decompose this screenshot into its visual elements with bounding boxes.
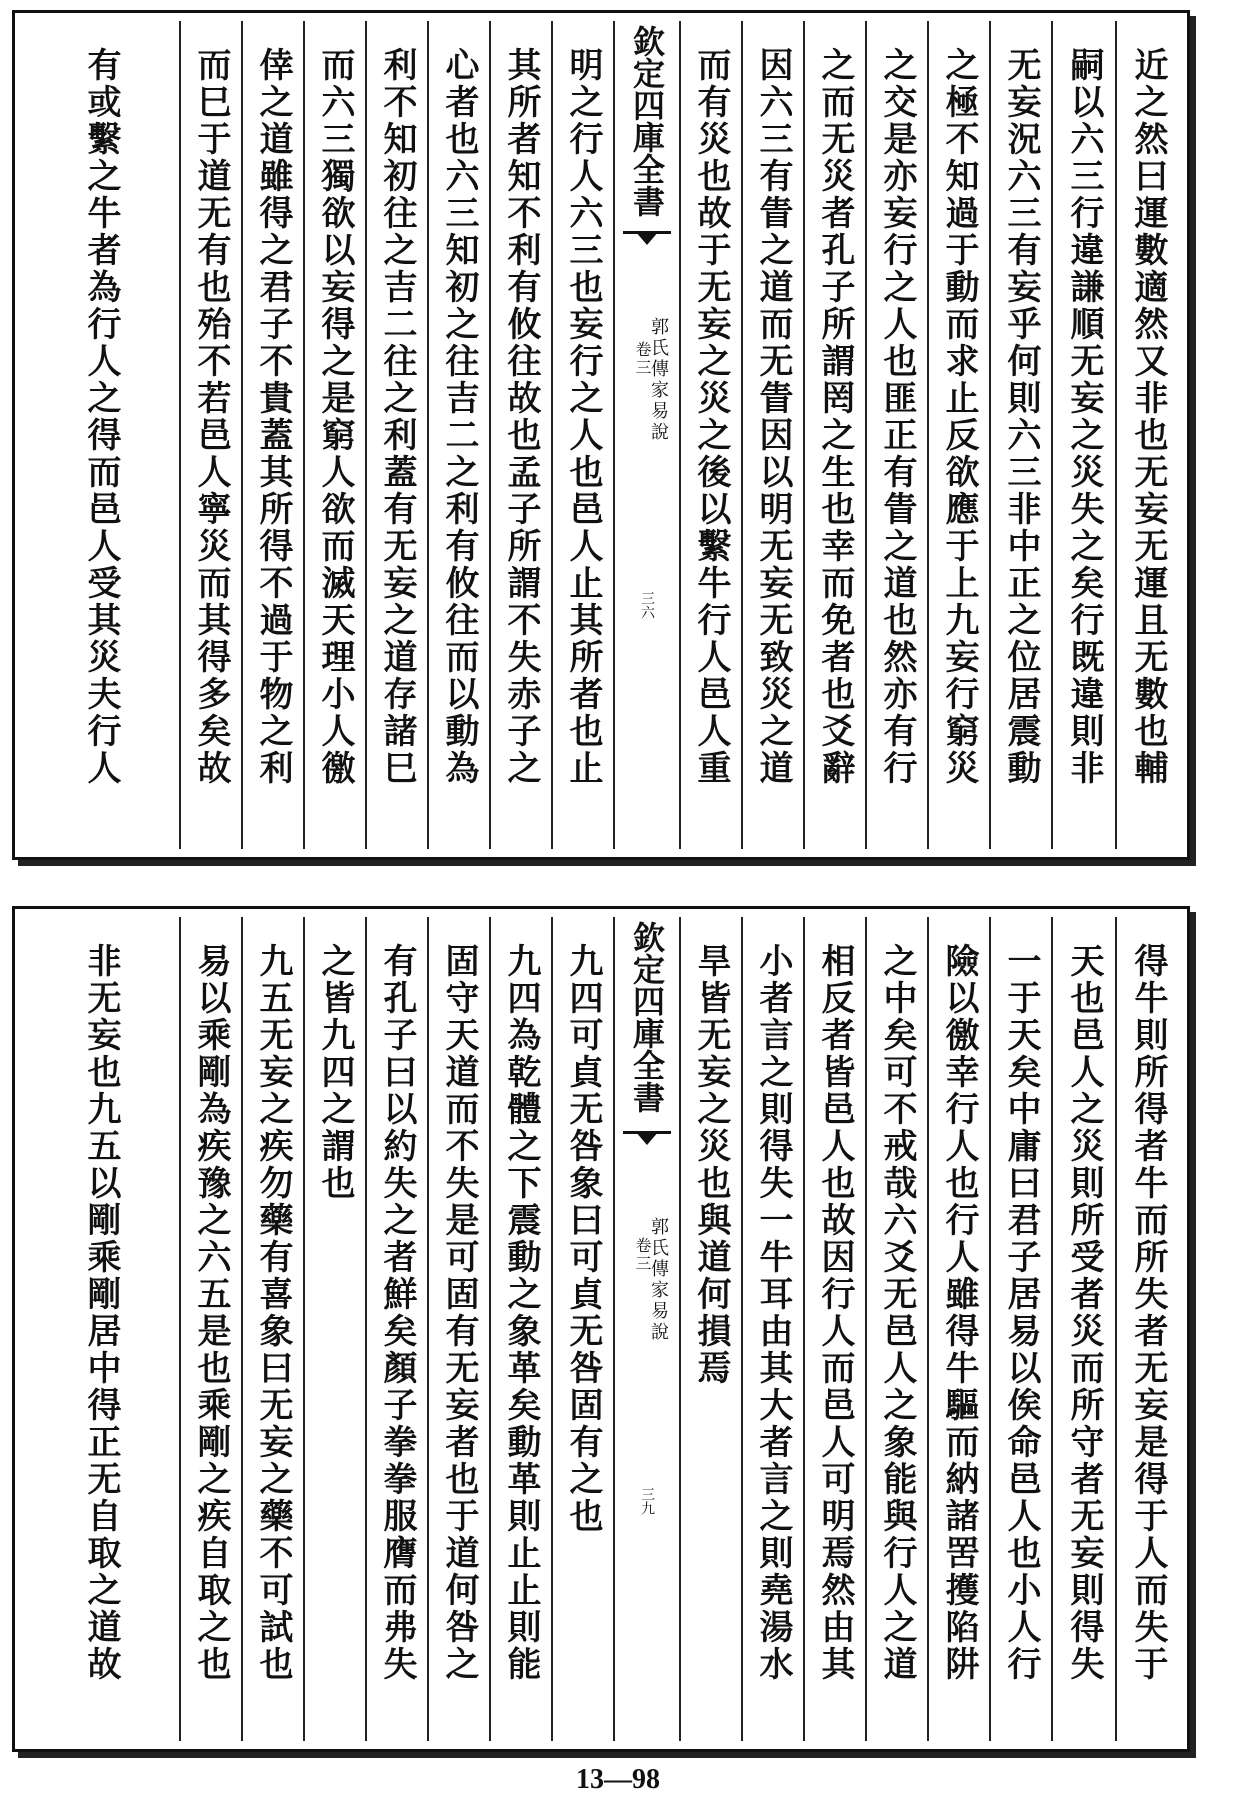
column-text: 之極不知過于動而求止反欲應于上九妄行窮災 <box>939 47 979 787</box>
book-subtitle: 郭氏傳家易說 <box>648 317 669 443</box>
text-column <box>1051 917 1115 1741</box>
text-column <box>865 917 927 1741</box>
text-column <box>303 917 365 1741</box>
column-text: 九四可貞无咎象曰可貞无咎固有之也 <box>563 943 603 1535</box>
text-column <box>551 917 613 1741</box>
text-column <box>241 21 303 849</box>
book-title: 欽定四庫全書 <box>628 921 666 1113</box>
text-column <box>741 917 803 1741</box>
text-column <box>679 21 741 849</box>
text-column <box>679 917 741 1741</box>
column-text: 九四為乾體之下震動之象革矣動革則止止則能 <box>501 943 541 1683</box>
text-column <box>303 21 365 849</box>
column-text: 明之行人六三也妄行之人也邑人止其所者也止 <box>563 47 603 787</box>
column-text: 小者言之則得失一牛耳由其大者言之則堯湯水 <box>753 943 793 1683</box>
column-text: 有或繫之牛者為行人之得而邑人受其災夫行人 <box>81 47 121 787</box>
column-text: 而有災也故于无妄之災之後以繫牛行人邑人重 <box>691 47 731 787</box>
center-fold-column <box>613 917 679 1741</box>
text-column <box>1115 21 1179 849</box>
book-title: 欽定四庫全書 <box>628 25 666 217</box>
column-text: 旱皆无妄之災也與道何損焉 <box>691 943 731 1387</box>
column-text: 之皆九四之謂也 <box>315 943 355 1202</box>
text-column <box>989 21 1051 849</box>
column-text: 九五无妄之疾勿藥有喜象曰无妄之藥不可試也 <box>253 943 293 1683</box>
text-column <box>1051 21 1115 849</box>
page-number: 三六 <box>639 591 655 619</box>
page-footer-number: 13—98 <box>576 1764 660 1795</box>
column-text: 一于天矣中庸曰君子居易以俟命邑人也小人行 <box>1001 943 1041 1683</box>
text-column <box>927 21 989 849</box>
text-column <box>927 917 989 1741</box>
column-text: 天也邑人之災則所受者災而所守者无妄則得失 <box>1064 943 1104 1683</box>
top-page-frame <box>12 10 1190 860</box>
page-number: 三九 <box>639 1487 655 1515</box>
text-column <box>179 21 241 849</box>
volume-label: 卷三 <box>633 341 652 377</box>
text-column <box>179 917 241 1741</box>
column-text: 得牛則所得者牛而所失者无妄是得于人而失于 <box>1128 943 1168 1683</box>
column-text: 之交是亦妄行之人也匪正有眚之道也然亦有行 <box>877 47 917 787</box>
text-column <box>489 21 551 849</box>
text-column <box>989 917 1051 1741</box>
column-text: 險以徼幸行人也行人雖得牛驅而納諸罟擭陷阱 <box>939 943 979 1683</box>
column-text: 易以乘剛為疾豫之六五是也乘剛之疾自取之也 <box>191 943 231 1683</box>
column-text: 固守天道而不失是可固有无妄者也于道何咎之 <box>439 943 479 1683</box>
text-column <box>365 917 427 1741</box>
text-column <box>489 917 551 1741</box>
fish-tail-mark <box>623 1131 671 1160</box>
top-page-columns <box>23 21 1179 849</box>
center-fold-column <box>613 21 679 849</box>
bottom-page-frame <box>12 906 1190 1752</box>
fish-tail-mark <box>623 231 671 260</box>
column-text: 而六三獨欲以妄得之是窮人欲而滅天理小人徼 <box>315 47 355 787</box>
column-text: 其所者知不利有攸往故也孟子所謂不失赤子之 <box>501 47 541 787</box>
text-column <box>803 917 865 1741</box>
column-text: 之而无災者孔子所謂罔之生也幸而免者也爻辭 <box>815 47 855 787</box>
text-column <box>1115 917 1179 1741</box>
column-text: 倖之道雖得之君子不貴蓋其所得不過于物之利 <box>253 47 293 787</box>
column-text: 有孔子曰以約失之者鮮矣顏子拳拳服膺而弗失 <box>377 943 417 1683</box>
column-text: 无妄況六三有妄乎何則六三非中正之位居震動 <box>1001 47 1041 787</box>
column-text: 利不知初往之吉二往之利蓋有无妄之道存諸巳 <box>377 47 417 787</box>
book-subtitle: 郭氏傳家易說 <box>648 1217 669 1343</box>
text-column <box>551 21 613 849</box>
text-column <box>865 21 927 849</box>
text-column <box>365 21 427 849</box>
text-column <box>427 21 489 849</box>
column-text: 近之然曰運數適然又非也无妄无運且无數也輔 <box>1128 47 1168 787</box>
text-column <box>23 917 179 1741</box>
text-column <box>241 917 303 1741</box>
column-text: 因六三有眚之道而无眚因以明无妄无致災之道 <box>753 47 793 787</box>
text-column <box>741 21 803 849</box>
bottom-page-columns <box>23 917 1179 1741</box>
column-text: 嗣以六三行違謙順无妄之災失之矣行既違則非 <box>1064 47 1104 787</box>
column-text: 非无妄也九五以剛乘剛居中得正无自取之道故 <box>81 943 121 1683</box>
text-column <box>803 21 865 849</box>
text-column <box>23 21 179 849</box>
column-text: 而巳于道无有也殆不若邑人寧災而其得多矣故 <box>191 47 231 787</box>
column-text: 相反者皆邑人也故因行人而邑人可明焉然由其 <box>815 943 855 1683</box>
text-column <box>427 917 489 1741</box>
column-text: 心者也六三知初之往吉二之利有攸往而以動為 <box>439 47 479 787</box>
volume-label: 卷三 <box>633 1237 652 1273</box>
column-text: 之中矣可不戒哉六爻无邑人之象能與行人之道 <box>877 943 917 1683</box>
